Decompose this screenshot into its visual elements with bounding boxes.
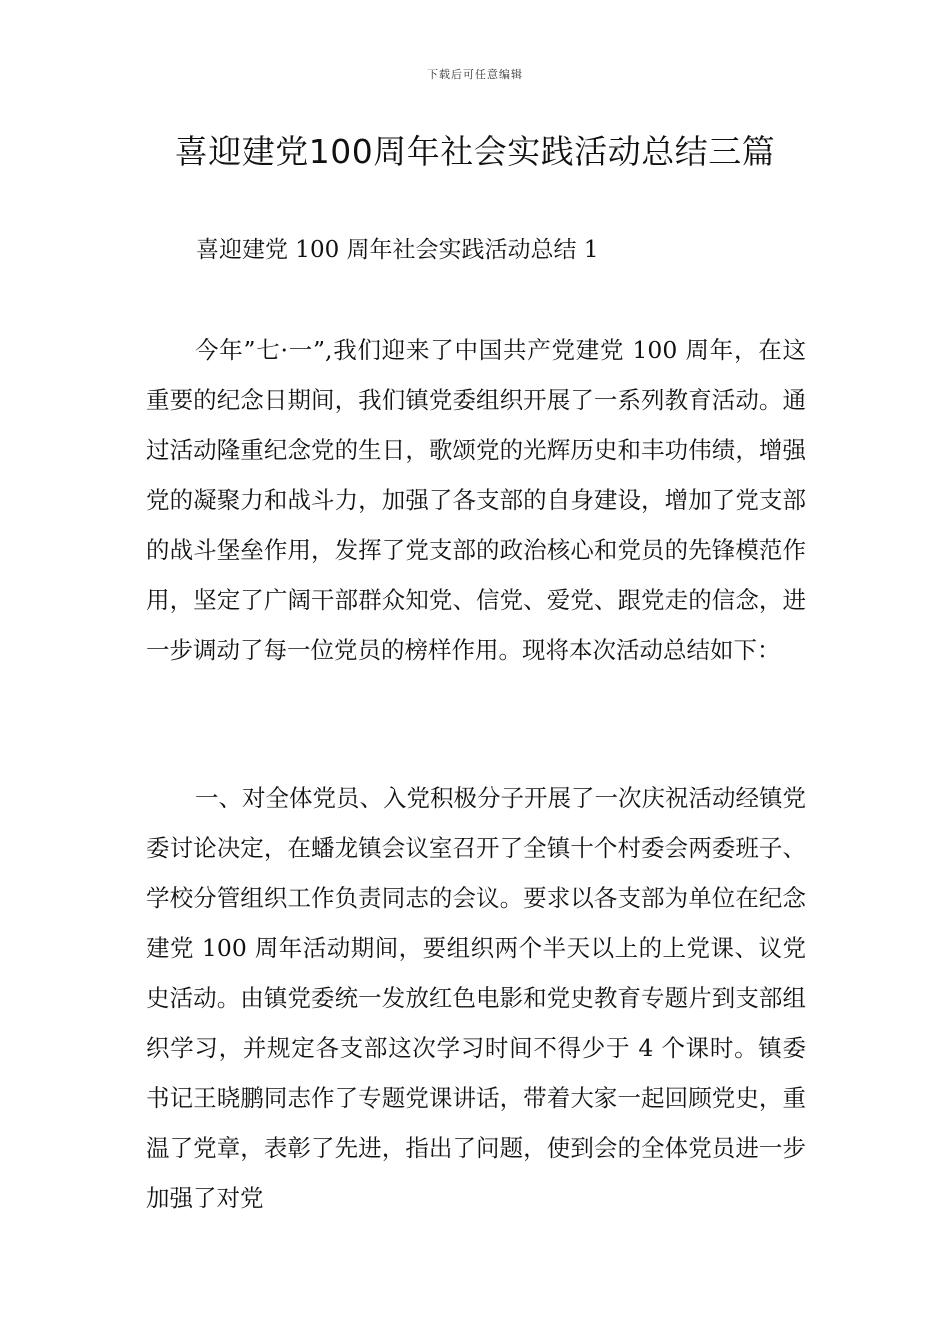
paragraph-section-one: 一、对全体党员、入党积极分子开展了一次庆祝活动经镇党委讨论决定，在蟠龙镇会议室召开了全镇十个村委会两委班子、学校分管组织工作负责同志的会议。要求以各支部为单位在纪念建党 100 周年活动期间，要组织两个半天以上的上党课、议党史活动。由镇党委统一发放红色电影和党史教育专题片到支部组织学习，并规定各支部这次学习时间不得少于 4 个课时。镇委书记王晓鹏同志作了专题党课讲话，带着大家一起回顾党史，重温了党章，表彰了先进，指出了问题，使到会的全体党员进一步加强了对党 xyxy=(146,784,806,1212)
document-title: 喜迎建党100周年社会实践活动总结三篇 xyxy=(174,132,776,171)
section-subtitle: 喜迎建党 100 周年社会实践活动总结 1 xyxy=(196,237,599,263)
paragraph-intro: 今年”七·一”,我们迎来了中国共产党建党 100 周年，在这重要的纪念日期间，我们镇党委组织开展了一系列教育活动。通过活动隆重纪念党的生日，歌颂党的光辉历史和丰功伟绩，增强党的凝聚力和战斗力，加强了各支部的自身建设，增加了党支部的战斗堡垒作用，发挥了党支部的政治核心和党员的先锋模范作用，坚定了广阔干部群众知党、信党、爱党、跟党走的信念，进一步调动了每一位党员的榜样作用。现将本次活动总结如下： xyxy=(146,336,806,664)
header-note: 下载后可任意编辑 xyxy=(427,68,523,81)
